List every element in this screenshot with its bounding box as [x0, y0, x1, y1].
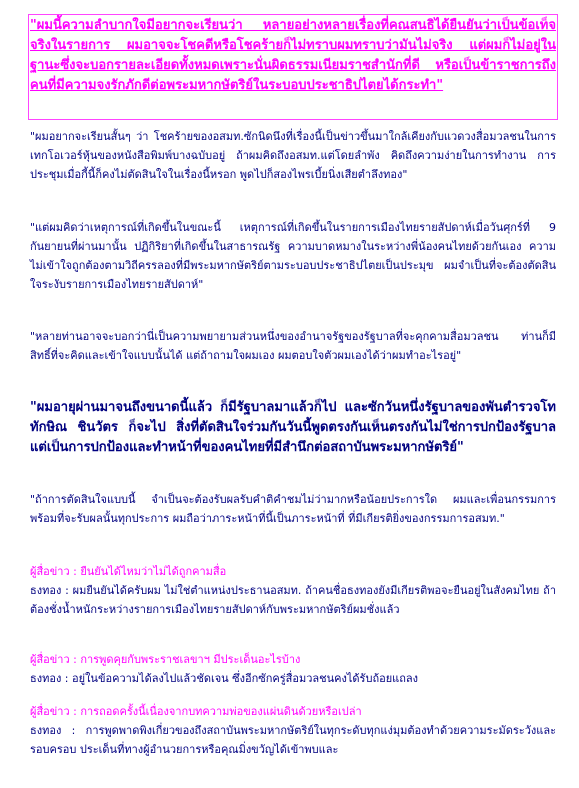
quote-paragraph-1: "ผมอยากจะเรียนสั้นๆ ว่า โชคร้ายของอสมท.ซักนิดนึงที่เรื่องนี้เป็นข่าวขึ้นมาใกล้เคียงกับแวดวงสื่อมวลชนในการเทกโอเวอร์หุ้นของหนังสือพิมพ์บางฉบับอยู่ ถ้าผมคิดถึงอสมท.แต่โดยลำพัง คิดถึงความง่ายในการทำงาน การประชุมเมื่อกี้นี้ก็คงไม่ตัดสินใจในเรื่องนี้หรอก พูดไปก็สองไพรเบี้ยนิ่งเสียตำลึงทอง" [30, 130, 556, 181]
quote-paragraph-3: "หลายท่านอาจจะบอกว่านี่เป็นความพยายามส่วนหนึ่งของอำนาจรัฐของรัฐบาลที่จะคุกคามสื่อมวลชน ท่านก็มีสิทธิ์ที่จะคิดและเข้าใจแบบนั้นได้ แต่ถ้าถามใจผมเอง ผมตอบใจตัวผมเองได้ว่าผมทำอะไรอยู่" [30, 330, 556, 362]
interview-item [30, 702, 556, 759]
reporter-question: ผู้สื่อข่าว : การพูดคุยกับพระราชเลขาฯ มีประเด็นอะไรบ้าง [30, 653, 301, 666]
interview-item [30, 650, 556, 688]
reporter-question: ผู้สื่อข่าว : ยืนยันได้ไหมว่าไม่ได้ถูกคามสื่อ [30, 565, 227, 578]
reporter-question: ผู้สื่อข่าว : การถอดครั้งนี้เนื่องจากบทความพ่อของแผ่นดินด้วยหรือเปล่า [30, 705, 362, 718]
interviewee-answer: ธงทอง : อยู่ในข้อความได้ลงไปแล้วชัดเจน ซึ่งอีกซักครู่สื่อมวลชนคงได้รับถ้อยแถลง [30, 672, 419, 685]
pull-quote: "ผมนี้ความลำบากใจมีอยากจะเรียนว่า หลายอย่างหลายเรื่องที่คณสนธิได้ยืนยันว่าเป็นข้อเท็จจริงในรายการ ผมอาจจะโชคดีหรือโชคร้ายก็ไม่ทราบผมทราบว่ามันไม่จริง แต่ผมก็ไม่อยู่ในฐานะซึ่งจะบอกรายละเอียดทั้งหมดเพราะนั่นผิดธรรมเนียมราชสำนักที่ดี หรือเป็นข้าราชการถึงคนที่มีความจงรักภักดีต่อพระมหากษัตริย์ในระบอบประชาธิปไตยได้กระทำ" [30, 18, 556, 93]
interviewee-answer: ธงทอง : การพูดพาดพิงเกี่ยวของถึงสถาบันพระมหากษัตริย์ในทุกระดับทุกแง่มุมต้องทำด้วยความระมัดระวังและรอบครอบ ประเด็นที่ทางผู้อำนวยการหรือคุณมิ่งขวัญได้เข้าพบและ [30, 724, 556, 756]
interviewee-answer: ธงทอง : ผมยืนยันได้ครับผม ไม่ใช่ตำแหน่งประธานอสมท. ถ้าคนชื่อธงทองยังมีเกียรติพอจะยืนอยู่ในสังคมไทย ถ้าต้องชั่งน้ำหนักระหว่างรายการเมืองไทยรายสัปดาห์กับพระมหากษัตริย์ผมชั่งแล้ว [30, 584, 556, 616]
quote-paragraph-2: "แต่ผมคิดว่าเหตุการณ์ที่เกิดขึ้นในขณะนี้ เหตุการณ์ที่เกิดขึ้นในรายการเมืองไทยรายสัปดาห์เมื่อวันศุกร์ที่ 9 กันยายนที่ผ่านมานั้น ปฏิกิริยาที่เกิดขึ้นในสาธารณรัฐ ความบาดหมางในระหว่างพี่น้องคนไทยด้วยกันเอง ความไม่เข้าใจถูกต้องตามวิถีครรลองที่มีพระมหากษัตริย์ตามระบอบประชาธิปไตยเป็นประมุข ผมจำเป็นที่จะต้องตัดสินใจระงับรายการเมืองไทยรายสัปดาห์" [30, 221, 556, 291]
emphasis-quote: "ผมอายุผ่านมาจนถึงขนาดนี้แล้ว ก็มีรัฐบาลมาแล้วก็ไป และซักวันหนึ่งรัฐบาลของพันตำรวจโท ทักษิณ ชินวัตร ก็จะไป สิ่งที่ตัดสินใจร่วมกันวันนี้พูดตรงกันเห็นตรงกันไม่ใช่การปกป้องรัฐบาล แต่เป็นการปกป้องและทำหน้าที่ของคนไทยที่มีสำนึกต่อสถาบันพระมหากษัตริย์" [30, 400, 556, 455]
quote-paragraph-4: "ถ้าการตัดสินใจแบบนี้ จำเป็นจะต้องรับผลรับคำติคำชมไม่ว่ามากหรือน้อยประการใด ผมและเพื่อนกรรมการพร้อมที่จะรับผลนั้นทุกประการ ผมถือว่าภาระหน้าที่นี้เป็นภาระหน้าที่ ที่มีเกียรติยิ่งของกรรมการอสมท." [30, 493, 556, 525]
interview-item [30, 562, 556, 619]
